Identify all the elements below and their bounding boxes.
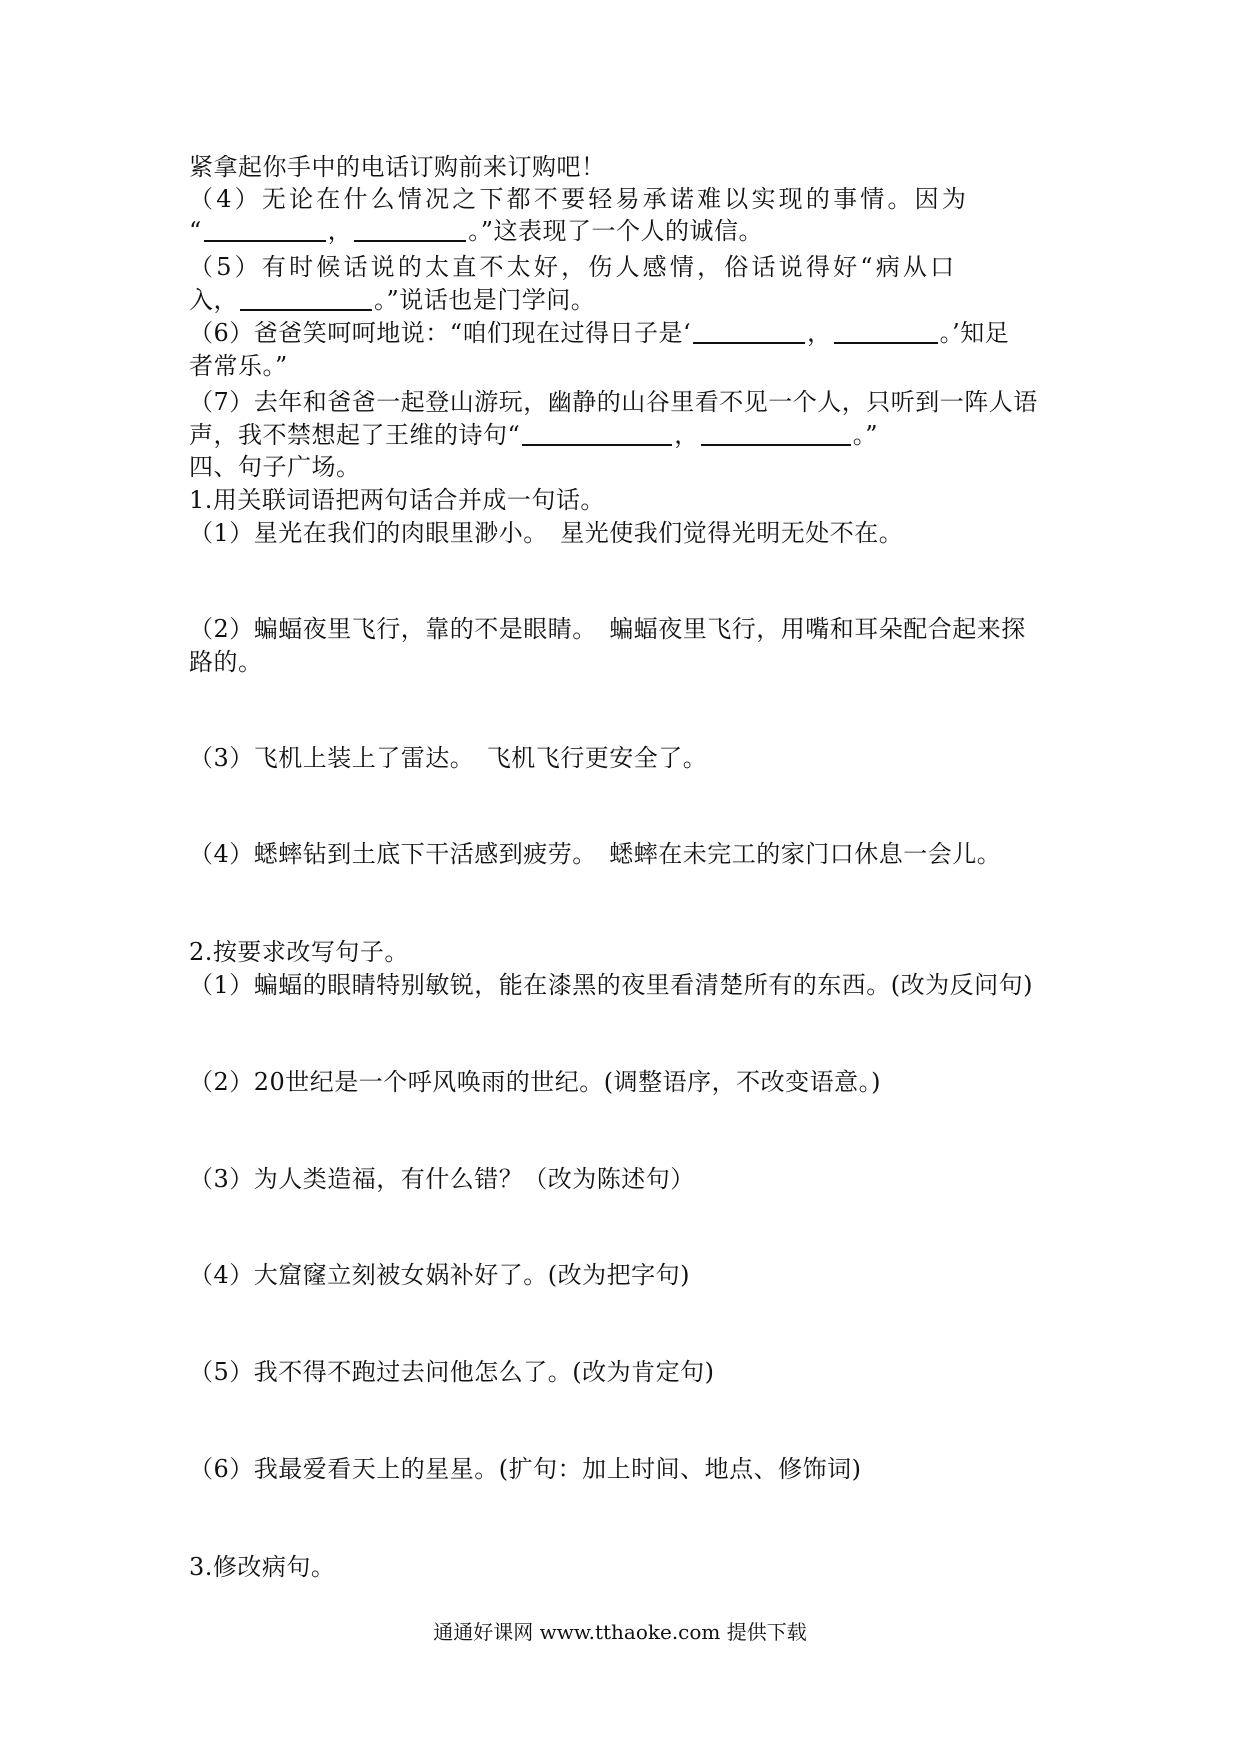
section-four-heading: 四、句子广场。: [189, 453, 361, 481]
answer-blank[interactable]: [701, 420, 851, 446]
q2-item-2: （2）20世纪是一个呼风唤雨的世纪。(调整语序，不改变语意。): [189, 1068, 882, 1096]
q2-item-4: （4）大窟窿立刻被女娲补好了。(改为把字句): [189, 1261, 690, 1289]
q2-item-5: （5）我不得不跑过去问他怎么了。(改为肯定句): [189, 1358, 715, 1386]
continued-text: 紧拿起你手中的电话订购前来订购吧！: [189, 153, 606, 181]
q1-item-1: （1）星光在我们的肉眼里渺小。 星光使我们觉得光明无处不在。: [189, 519, 904, 547]
fill-item-5-line-1: （5）有时候话说的太直不太好，伤人感情，俗话说得好“病从口: [189, 253, 958, 281]
q2-item-6: （6）我最爱看天上的星星。(扩句：加上时间、地点、修饰词): [189, 1455, 862, 1483]
answer-blank[interactable]: [522, 420, 672, 446]
fill-item-4-line-2: “ ， 。”这表现了一个人的诚信。: [189, 217, 764, 245]
fill-item-7-line-2: 声，我不禁想起了王维的诗句“ ， 。”: [189, 421, 879, 449]
answer-blank[interactable]: [354, 216, 466, 242]
footer-credit: 通通好课网 www.tthaoke.com 提供下载: [433, 1620, 807, 1644]
q1-item-4: （4）蟋蟀钻到土底下干活感到疲劳。 蟋蟀在未完工的家门口休息一会儿。: [189, 840, 1002, 868]
q3-title: 3.修改病句。: [189, 1553, 336, 1581]
q1-title: 1.用关联词语把两句话合并成一句话。: [189, 486, 605, 514]
q1-item-3: （3）飞机上装上了雷达。 飞机飞行更安全了。: [189, 744, 708, 772]
answer-blank[interactable]: [204, 216, 326, 242]
fill-item-7-line-1: （7）去年和爸爸一起登山游玩，幽静的山谷里看不见一个人，只听到一阵人语: [189, 388, 1038, 416]
q1-item-2: （2）蝙蝠夜里飞行，靠的不是眼睛。 蝙蝠夜里飞行，用嘴和耳朵配合起来探: [189, 615, 1026, 643]
q2-item-1: （1）蝙蝠的眼睛特别敏锐，能在漆黑的夜里看清楚所有的东西。(改为反问句): [189, 971, 1033, 999]
q2-title: 2.按要求改写句子。: [189, 938, 409, 966]
answer-blank[interactable]: [240, 285, 372, 311]
fill-item-5-line-2: 入， 。”说话也是门学问。: [189, 286, 596, 314]
answer-blank[interactable]: [693, 318, 805, 344]
fill-item-4-line-1: （4）无论在什么情况之下都不要轻易承诺难以实现的事情。因为: [189, 185, 970, 213]
q2-item-3: （3）为人类造福，有什么错？（改为陈述句）: [189, 1165, 695, 1193]
fill-item-6-line-1: （6）爸爸笑呵呵地说：“咱们现在过得日子是‘ ， 。’知足: [189, 319, 1010, 347]
fill-item-6-line-2: 者常乐。”: [189, 352, 288, 380]
answer-blank[interactable]: [834, 318, 938, 344]
q1-item-2-continued: 路的。: [189, 648, 263, 676]
